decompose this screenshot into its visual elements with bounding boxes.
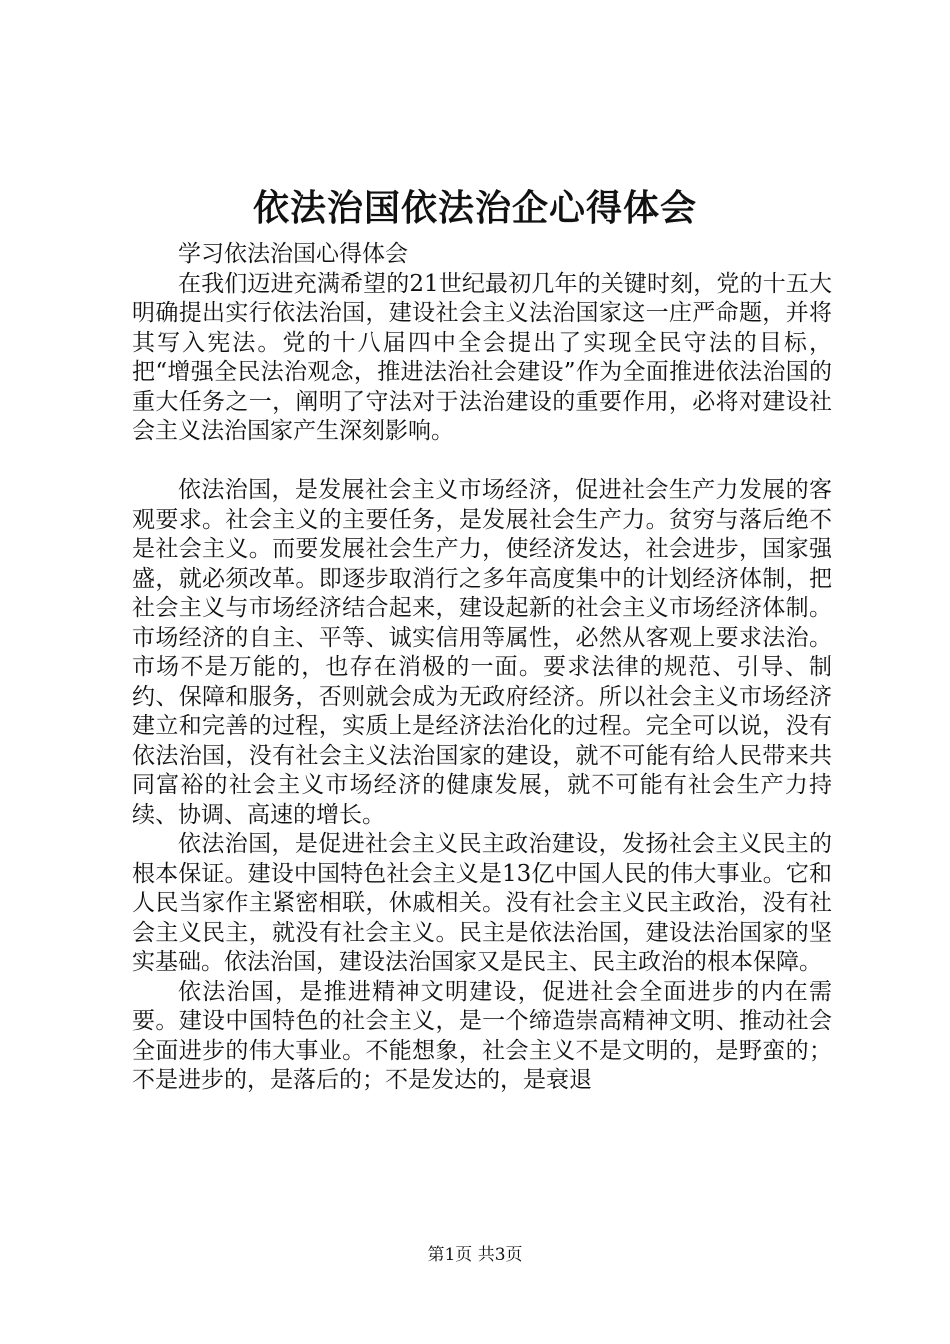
page-footer: 第1页 共3页	[427, 1245, 523, 1265]
paragraph-3: 依法治国，是促进社会主义民主政治建设，发扬社会主义民主的根本保证。建设中国特色社会主义是13亿中国人民的伟大事业。它和人民当家作主紧密相联，休戚相关。没有社会主义民主政治，没有社会主义民主，就没有社会主义。民主是依法治国，建设法治国家的坚实基础。依法治国，建设法治国家又是民主、民主政治的根本保障。	[132, 831, 832, 975]
document-subtitle: 学习依法治国心得体会	[178, 241, 408, 267]
paragraph-1: 在我们迈进充满希望的21世纪最初几年的关键时刻，党的十五大明确提出实行依法治国，建设社会主义法治国家这一庄严命题，并将其写入宪法。党的十八届四中全会提出了实现全民守法的目标，把“增强全民法治观念，推进法治社会建设”作为全面推进依法治国的重大任务之一，阐明了守法对于法治建设的重要作用，必将对建设社会主义法治国家产生深刻影响。	[132, 270, 832, 444]
document-body	[132, 240, 832, 1096]
paragraph-4: 依法治国，是推进精神文明建设，促进社会全面进步的内在需要。建设中国特色的社会主义，是一个缔造崇高精神文明、推动社会全面进步的伟大事业。不能想象，社会主义不是文明的，是野蛮的；不是进步的，是落后的；不是发达的，是衰退	[132, 978, 832, 1093]
paragraph-2: 依法治国，是发展社会主义市场经济，促进社会生产力发展的客观要求。社会主义的主要任务，是发展社会生产力。贫穷与落后绝不是社会主义。而要发展社会生产力，使经济发达，社会进步，国家强盛，就必须改革。即逐步取消行之多年高度集中的计划经济体制，把社会主义与市场经济结合起来，建设起新的社会主义市场经济体制。市场经济的自主、平等、诚实信用等属性，必然从客观上要求法治。市场不是万能的，也存在消极的一面。要求法律的规范、引导、制约、保障和服务，否则就会成为无政府经济。所以社会主义市场经济建立和完善的过程，实质上是经济法治化的过程。完全可以说，没有依法治国，没有社会主义法治国家的建设，就不可能有给人民带来共同富裕的社会主义市场经济的健康发展，就不可能有社会生产力持续、协调、高速的增长。	[132, 477, 832, 828]
document-title: 依法治国依法治企心得体会	[252, 187, 697, 229]
